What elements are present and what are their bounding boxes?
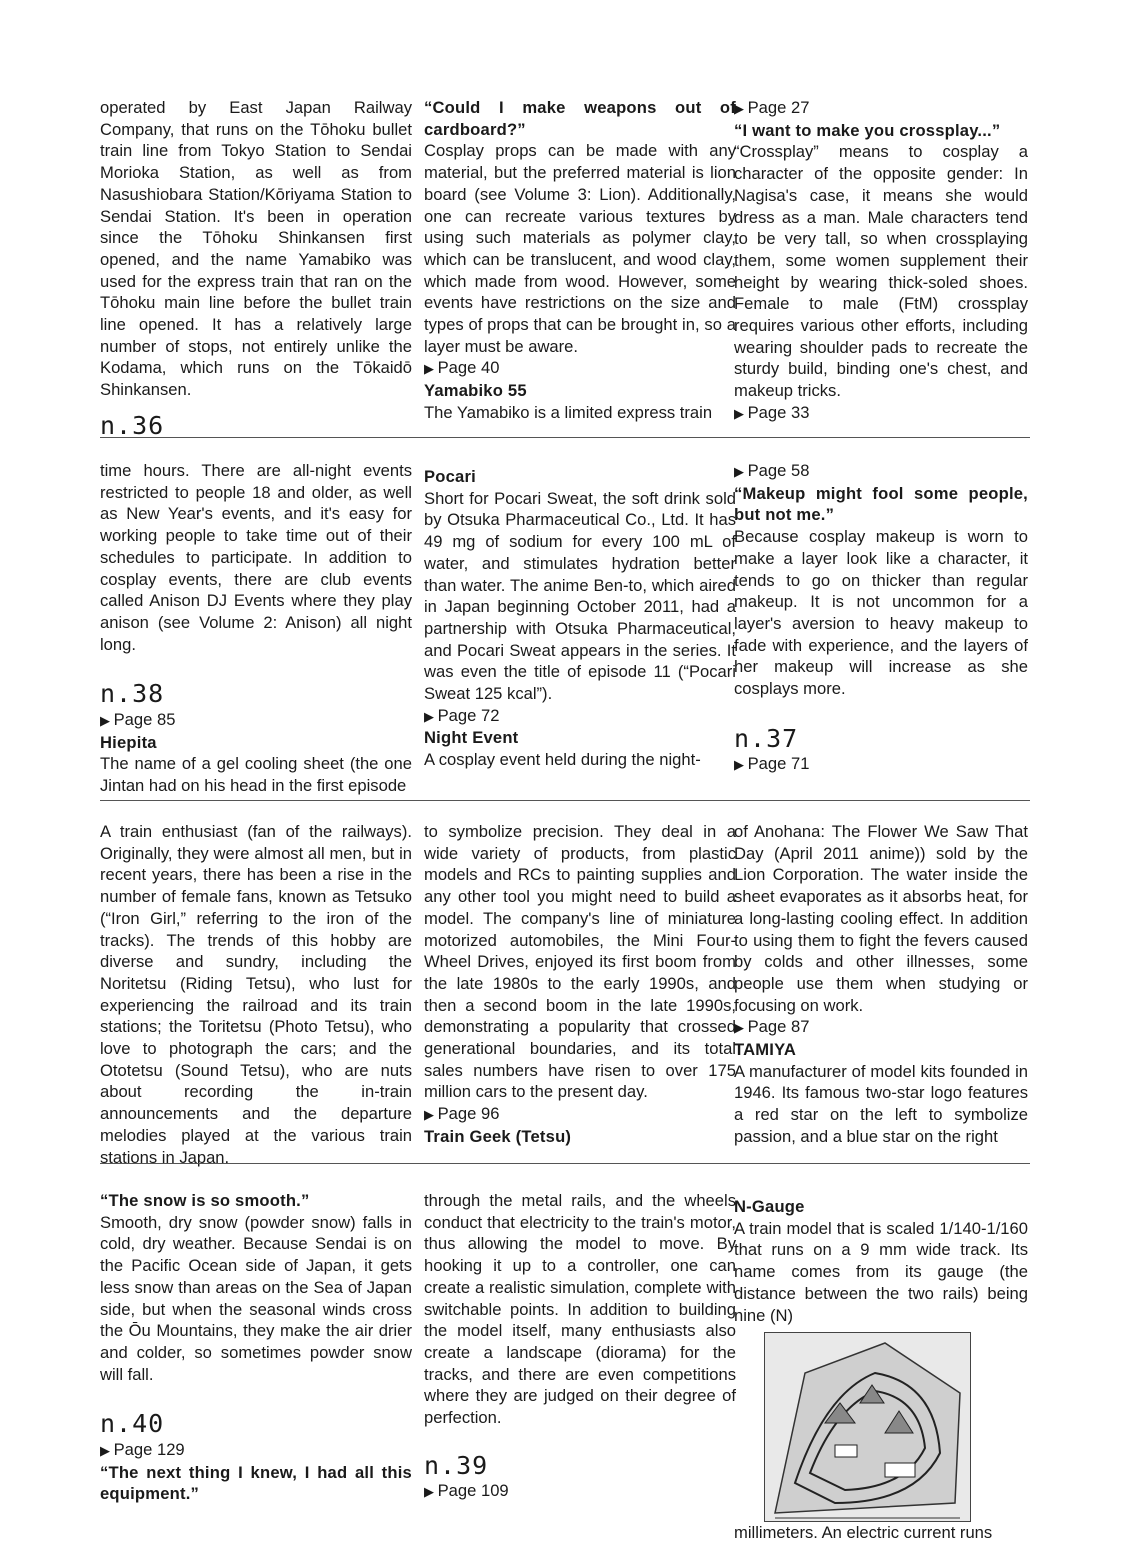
page-ref: ▶ Page 33	[734, 402, 1028, 425]
entry-heading: Pocari	[424, 467, 476, 486]
body-text: A train enthusiast (fan of the railways). Originally, they were almost all men, but in recent years, there has been a rise in the number of female fans, known as Tetsuko (“Iron Girl,” referring to the iron of the tracks). The trends of this hobby are diverse and sundry, including the Noritetsu (Riding Tetsu), who lust for experiencing the railroad and its train stations; the Toritetsu (Photo Tetsu), who love to photograph the cars; and the Ototetsu (Sound Tetsu), who are nuts about recording the in-train announcements and the departure melodies played at the various train stations in Japan.	[100, 822, 412, 1167]
section-divider	[100, 437, 1030, 438]
page-ref: ▶ Page 109	[424, 1480, 736, 1503]
entry-heading: TAMIYA	[734, 1040, 797, 1060]
entry-heading: “Could I make weapons out of cardboard?”	[424, 98, 736, 139]
row1-col1	[100, 97, 412, 441]
row3-col2	[424, 821, 736, 1148]
row3-col1	[100, 821, 412, 1168]
body-text: The Yamabiko is a limited express train	[424, 402, 713, 422]
page-ref: ▶ Page 85	[100, 709, 412, 732]
entry-heading: Hiepita	[100, 732, 157, 752]
entry-heading: Train Geek (Tetsu)	[424, 1126, 572, 1146]
page-ref: ▶ Page 129	[100, 1439, 412, 1462]
row2-col3	[734, 460, 1028, 776]
note-number: n.39	[424, 1450, 489, 1480]
page-ref: ▶ Page 27	[734, 97, 1028, 120]
entry-heading: “Makeup might fool some people, but not me.”	[734, 483, 1028, 525]
body-text: Smooth, dry snow (powder snow) falls in cold, dry weather. Because Sendai is on the Pacific Ocean side of Japan, it gets less snow than areas on the Sea of Japan side, but when the seasonal winds cross the Ōu Mountains, they make the air drier and colder, so sometimes powder snow will fall.	[100, 1212, 412, 1384]
body-text: to symbolize precision. They deal in a wide variety of products, from plastic models and RCs to painting supplies and any other tool you might need to build a model. The company's line of miniature motorized automobiles, the Mini Four-Wheel Drives, enjoyed its first boom from the late 1980s to the early 1990s, and then a second boom in the late 1990s, demonstrating a popularity that crossed generational boundaries, and its total sales numbers have risen to over 175 million cars to the present day.	[424, 822, 736, 1102]
entry-heading: “The next thing I knew, I had all this equipment.”	[100, 1462, 412, 1504]
n-gauge-diorama-illustration	[764, 1332, 971, 1522]
entry-heading: Night Event	[424, 728, 519, 748]
entry-heading: “I want to make you crossplay...”	[734, 120, 1001, 140]
note-number: n.40	[100, 1409, 165, 1439]
row3-col3	[734, 821, 1028, 1148]
body-text: “Crossplay” means to cosplay a character of the opposite gender: In Nagisa's case, it means she would dress as a man. Male characters tend to be very tall, so when crossplaying them, some women supplement their height by wearing thick-soled shoes. Female to male (FtM) crossplay requires various other efforts, including wearing shoulder pads to recreate the sturdy build, binding one's chest, and makeup tricks.	[734, 142, 1028, 401]
body-text: of Anohana: The Flower We Saw That Day (April 2011 anime)) sold by the Lion Corporation. The water inside the sheet evaporates as it absorbs heat, for a long-lasting cooling effect. In addition to using them to fight the fevers caused by colds and other illnesses, some people use them when studying or focusing on work.	[734, 822, 1028, 1015]
note-number: n.37	[734, 723, 799, 753]
body-text: Cosplay props can be made with any material, but the preferred material is lion board (see Volume 3: Lion). Additionally, one can recreate various textures by using such materials as polymer clay, which can be translucent, and wood clay, which made from wood. However, some events have restrictions on the size and types of props that can be brought in, so a layer must be aware.	[424, 141, 736, 356]
section-divider	[100, 1163, 1030, 1164]
row4-col3	[734, 1196, 1028, 1543]
entry-heading: Yamabiko 55	[424, 381, 527, 401]
row4-col2	[424, 1190, 736, 1503]
row2-col2	[424, 466, 736, 771]
body-text: A manufacturer of model kits founded in 1946. Its famous two-star logo features a red star on the left to symbolize passion, and a blue star on the right	[734, 1061, 1028, 1146]
body-text: through the metal rails, and the wheels conduct that electricity to the train's motor, thus allowing the model to move. By hooking it up to a controller, one can create a realistic simulation, complete with switchable points. In addition to building the model itself, many enthusiasts also create a landscape (diorama) for the tracks, and there are even competitions where they are judged on their degree of perfection.	[424, 1191, 736, 1428]
body-text: The name of a gel cooling sheet (the one Jintan had on his head in the first episode	[100, 754, 412, 796]
row1-col3	[734, 97, 1028, 425]
body-text: operated by East Japan Railway Company, that runs on the Tōhoku bullet train line from Tokyo Station to Sendai Morioka Station, as well as from Nasushiobara Station/Kōriyama Station to Sendai Station. It's been in operation since the Tōhoku Shinkansen first opened, and the name Yamabiko was used for the express train that ran on the Tōhoku main line before the bullet train line opened. It has a relatively large number of stops, not entirely unlike the Kodama, which runs on the Tōkaidō Shinkansen.	[100, 98, 412, 400]
body-text: Because cosplay makeup is worn to make a layer look like a character, it tends to go on thicker than regular makeup. It is not uncommon for a layer's aversion to heavy makeup to fade with experience, and the layers of her makeup will increase as she cosplays more.	[734, 527, 1028, 699]
page-ref: ▶ Page 72	[424, 705, 736, 728]
body-text: millimeters. An electric current runs	[734, 1523, 993, 1543]
page-ref: ▶ Page 87	[734, 1016, 1028, 1039]
body-text: A cosplay event held during the night-	[424, 750, 701, 770]
figure-wrap	[734, 1326, 1028, 1544]
body-text: A train model that is scaled 1/140-1/160 that runs on a 9 mm wide track. Its name comes from its gauge (the distance between the two rails) being nine (N)	[734, 1218, 1028, 1325]
row2-col1	[100, 460, 412, 797]
section-divider	[100, 800, 1030, 801]
page-ref: ▶ Page 40	[424, 357, 736, 380]
entry-heading: N-Gauge	[734, 1197, 805, 1216]
row1-col2	[424, 97, 736, 424]
page-ref: ▶ Page 71	[734, 753, 1028, 776]
page-ref: ▶ Page 96	[424, 1103, 736, 1126]
entry-heading: “The snow is so smooth.”	[100, 1191, 310, 1210]
page-ref: ▶ Page 58	[734, 460, 1028, 483]
note-number: n.38	[100, 679, 165, 709]
body-text: time hours. There are all-night events restricted to people 18 and older, as well as New Year's events, and it's easy for working people to take time out of their schedules to participate. In addition to cosplay events, there are club events called Anison DJ Events where they play anison (see Volume 2: Anison) all night long.	[100, 461, 412, 654]
row4-col1	[100, 1190, 412, 1505]
note-number: n.36	[100, 410, 165, 440]
body-text: Short for Pocari Sweat, the soft drink sold by Otsuka Pharmaceutical Co., Ltd. It has 49 mg of sodium for every 100 mL of water, and stimulates hydration better than water. The anime Ben-to, which aired in Japan beginning October 2011, had a partnership with Otsuka Pharmaceutical, and Pocari Sweat appears in the series. It was even the title of episode 11 (“Pocari Sweat 125 kcal”).	[424, 488, 736, 704]
